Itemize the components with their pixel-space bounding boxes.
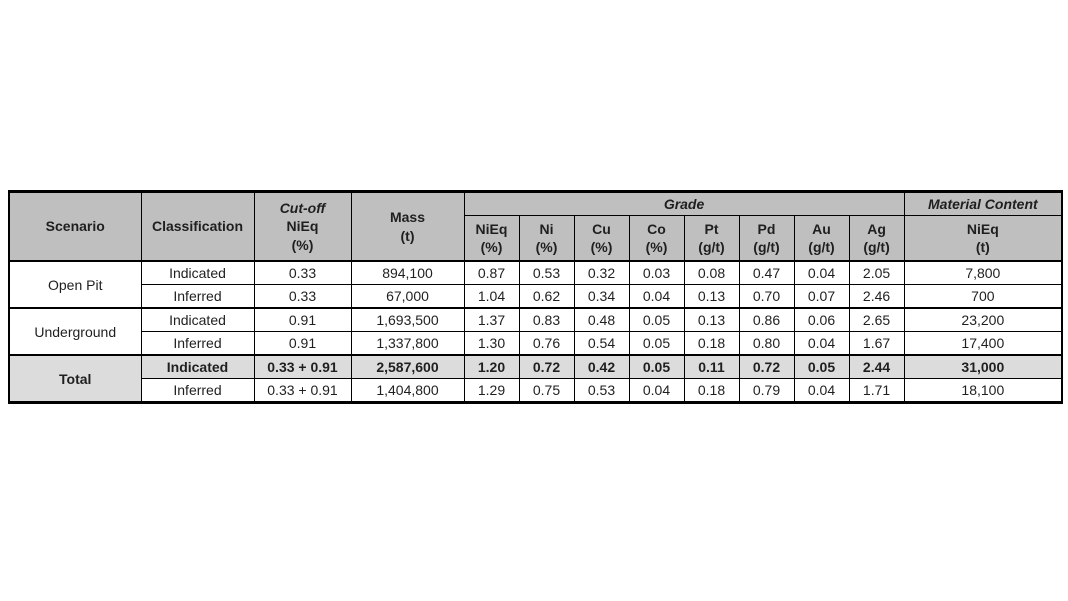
grade-pt-cell: 0.08 (684, 261, 739, 285)
table-header (9, 192, 1062, 262)
grade-cu-cell: 0.32 (574, 261, 629, 285)
header-grade-pt-label: Pt (704, 220, 719, 237)
grade-pt-cell: 0.18 (684, 379, 739, 403)
grade-au-cell: 0.05 (794, 355, 849, 379)
grade-co-cell: 0.05 (629, 308, 684, 332)
grade-pt-cell: 0.18 (684, 332, 739, 356)
scenario-cell: Underground (9, 308, 141, 355)
header-classification: Classification (141, 192, 254, 262)
grade-ag-cell: 2.44 (849, 355, 904, 379)
classification-cell: Indicated (141, 261, 254, 285)
mineral-resource-estimate-table (8, 190, 1063, 404)
grade-cu-cell: 0.48 (574, 308, 629, 332)
grade-ag-cell: 2.65 (849, 308, 904, 332)
header-grade-nieq-label: NiEq (475, 220, 508, 237)
grade-nieq-cell: 1.04 (464, 285, 519, 309)
grade-pt-cell: 0.13 (684, 308, 739, 332)
grade-pd-cell: 0.70 (739, 285, 794, 309)
grade-ag-cell: 2.05 (849, 261, 904, 285)
grade-ag-cell: 1.67 (849, 332, 904, 356)
grade-cu-cell: 0.42 (574, 355, 629, 379)
classification-cell: Inferred (141, 379, 254, 403)
table-row (9, 261, 1062, 285)
grade-pd-cell: 0.80 (739, 332, 794, 356)
header-grade-co (629, 216, 684, 262)
header-material-nieq-label: NiEq (966, 220, 999, 237)
header-material-content-group: Material Content (904, 192, 1062, 216)
table-row (9, 285, 1062, 309)
grade-au-cell: 0.04 (794, 261, 849, 285)
classification-cell: Inferred (141, 285, 254, 309)
classification-cell: Indicated (141, 355, 254, 379)
cutoff-cell: 0.33 + 0.91 (254, 355, 351, 379)
header-grade-group: Grade (464, 192, 904, 216)
table-row (9, 332, 1062, 356)
grade-ag-cell: 2.46 (849, 285, 904, 309)
classification-cell: Inferred (141, 332, 254, 356)
grade-pd-cell: 0.47 (739, 261, 794, 285)
header-grade-au-label: Au (812, 220, 831, 237)
cutoff-cell: 0.33 + 0.91 (254, 379, 351, 403)
grade-cu-cell: 0.54 (574, 332, 629, 356)
cutoff-cell: 0.91 (254, 332, 351, 356)
header-grade-pt-unit: (g/t) (698, 239, 725, 255)
grade-cu-cell: 0.53 (574, 379, 629, 403)
grade-ni-cell: 0.53 (519, 261, 574, 285)
grade-nieq-cell: 0.87 (464, 261, 519, 285)
grade-co-cell: 0.05 (629, 332, 684, 356)
mass-cell: 67,000 (351, 285, 464, 309)
grade-co-cell: 0.03 (629, 261, 684, 285)
table-row (9, 308, 1062, 332)
header-grade-ni-unit: (%) (535, 239, 558, 255)
header-grade-nieq-unit: (%) (480, 239, 503, 255)
grade-co-cell: 0.04 (629, 285, 684, 309)
grade-nieq-cell: 1.20 (464, 355, 519, 379)
grade-au-cell: 0.04 (794, 379, 849, 403)
header-scenario: Scenario (9, 192, 141, 262)
header-grade-au-unit: (g/t) (808, 239, 835, 255)
grade-nieq-cell: 1.30 (464, 332, 519, 356)
scenario-cell: Total (9, 355, 141, 403)
mass-cell: 1,693,500 (351, 308, 464, 332)
material-content-cell: 7,800 (904, 261, 1062, 285)
grade-ni-cell: 0.62 (519, 285, 574, 309)
header-mass-title: Mass (389, 209, 426, 226)
header-cutoff-element: NiEq (286, 218, 319, 235)
header-cutoff-unit: (%) (291, 236, 314, 253)
header-grade-pd-unit: (g/t) (753, 239, 780, 255)
grade-cu-cell: 0.34 (574, 285, 629, 309)
header-grade-cu-label: Cu (592, 220, 611, 237)
header-grade-au (794, 216, 849, 262)
grade-ni-cell: 0.83 (519, 308, 574, 332)
material-content-cell: 31,000 (904, 355, 1062, 379)
header-material-nieq-unit: (t) (975, 239, 990, 255)
table-row-total-indicated (9, 355, 1062, 379)
grade-co-cell: 0.05 (629, 355, 684, 379)
header-grade-ag-unit: (g/t) (863, 239, 890, 255)
header-grade-pd (739, 216, 794, 262)
grade-ag-cell: 1.71 (849, 379, 904, 403)
header-grade-co-unit: (%) (645, 239, 668, 255)
scenario-cell: Open Pit (9, 261, 141, 308)
grade-pd-cell: 0.86 (739, 308, 794, 332)
material-content-cell: 18,100 (904, 379, 1062, 403)
cutoff-cell: 0.33 (254, 261, 351, 285)
classification-cell: Indicated (141, 308, 254, 332)
header-grade-pd-label: Pd (757, 220, 776, 237)
grade-pd-cell: 0.72 (739, 355, 794, 379)
header-grade-co-label: Co (647, 220, 666, 237)
grade-au-cell: 0.06 (794, 308, 849, 332)
grade-pd-cell: 0.79 (739, 379, 794, 403)
material-content-cell: 23,200 (904, 308, 1062, 332)
mass-cell: 894,100 (351, 261, 464, 285)
header-mass (351, 192, 464, 262)
mass-cell: 1,337,800 (351, 332, 464, 356)
cutoff-cell: 0.91 (254, 308, 351, 332)
cutoff-cell: 0.33 (254, 285, 351, 309)
table-row (9, 379, 1062, 403)
header-grade-cu (574, 216, 629, 262)
material-content-cell: 700 (904, 285, 1062, 309)
header-grade-ag-label: Ag (867, 220, 886, 237)
header-cutoff (254, 192, 351, 262)
header-grade-ni (519, 216, 574, 262)
grade-au-cell: 0.07 (794, 285, 849, 309)
mass-cell: 2,587,600 (351, 355, 464, 379)
header-row-groups (9, 192, 1062, 216)
grade-pt-cell: 0.11 (684, 355, 739, 379)
grade-ni-cell: 0.72 (519, 355, 574, 379)
header-grade-nieq (464, 216, 519, 262)
grade-pt-cell: 0.13 (684, 285, 739, 309)
header-grade-ni-label: Ni (539, 220, 554, 237)
grade-nieq-cell: 1.37 (464, 308, 519, 332)
grade-au-cell: 0.04 (794, 332, 849, 356)
grade-nieq-cell: 1.29 (464, 379, 519, 403)
grade-co-cell: 0.04 (629, 379, 684, 403)
mass-cell: 1,404,800 (351, 379, 464, 403)
header-cutoff-title: Cut-off (279, 200, 326, 217)
material-content-cell: 17,400 (904, 332, 1062, 356)
grade-ni-cell: 0.76 (519, 332, 574, 356)
header-material-nieq (904, 216, 1062, 262)
header-grade-ag (849, 216, 904, 262)
grade-ni-cell: 0.75 (519, 379, 574, 403)
header-grade-cu-unit: (%) (590, 239, 613, 255)
table-body (9, 261, 1062, 403)
header-grade-pt (684, 216, 739, 262)
header-mass-unit: (t) (400, 227, 415, 244)
